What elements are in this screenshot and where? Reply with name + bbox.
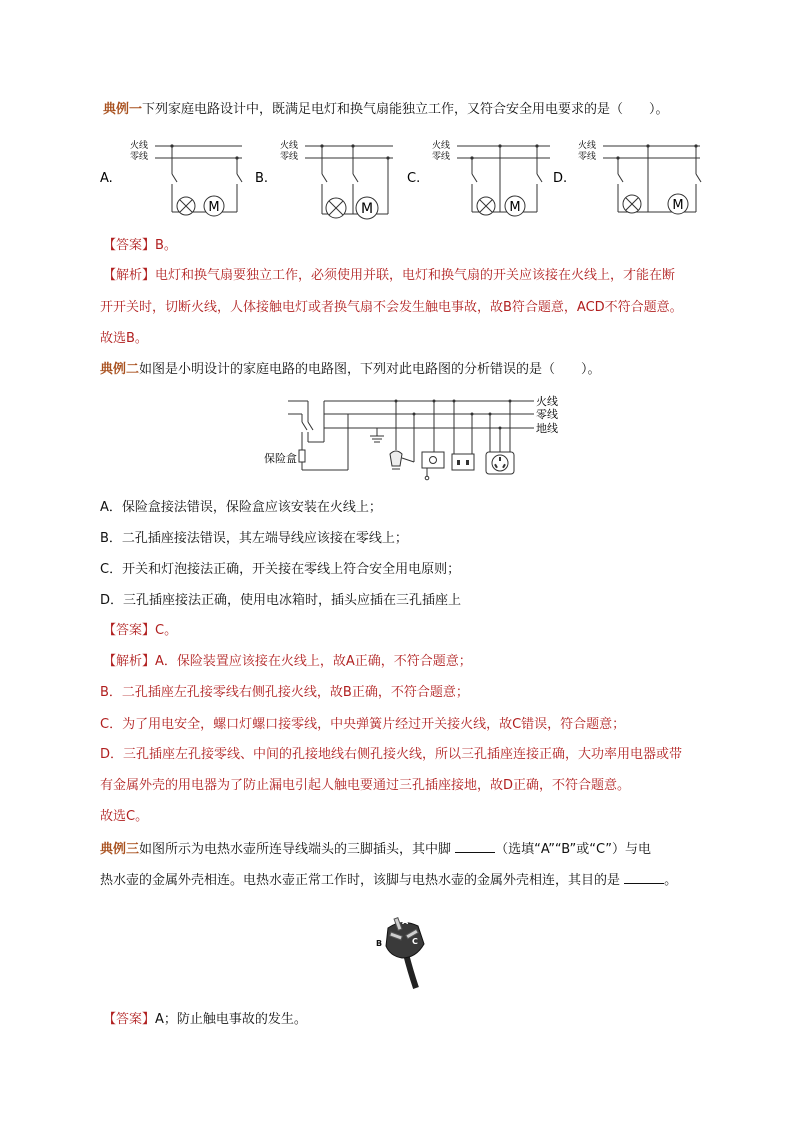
ex2-option-c: C．开关和灯泡接法正确，开关接在零线上符合安全用电原则； xyxy=(100,562,461,577)
ex3-answer-line xyxy=(103,1011,307,1029)
option-a-diagram xyxy=(100,139,242,216)
ex3-question-1a: 如图所示为电热水壶所连导线端头的三脚插头，其中脚 xyxy=(139,842,452,857)
live-wire-label: 火线 xyxy=(536,395,558,408)
pin-b-label: B xyxy=(376,939,383,948)
lamp-bulb-icon xyxy=(390,451,402,466)
ex2-answer-line xyxy=(103,622,177,640)
fuse-icon xyxy=(299,450,305,462)
ex1-answer: B。 xyxy=(155,238,177,253)
ex2-conclusion: 故选C。 xyxy=(100,809,149,824)
ex1-tag: 典例一 xyxy=(103,102,143,117)
ex3-question-line1 xyxy=(100,840,651,859)
option-a-neutral-label: 零线 xyxy=(130,152,149,162)
option-b-diagram xyxy=(255,139,393,219)
ex2-question: 如图是小明设计的家庭电路的电路图，下列对此电路图的分析错误的是（ ）。 xyxy=(139,362,601,377)
ex1-answer-tag: 【答案】 xyxy=(103,238,156,253)
ex1-options-figure xyxy=(100,138,780,220)
ex1-question-line xyxy=(103,101,669,119)
motor-label: M xyxy=(208,200,220,215)
ex2-answer-tag: 【答案】 xyxy=(103,623,156,638)
pin-a-label: A xyxy=(402,917,409,926)
motor-label: M xyxy=(509,200,521,215)
ex1-answer-line xyxy=(103,237,177,255)
ex2-analysis-d2: 有金属外壳的用电器为了防止漏电引起人触电要通过三孔插座接地，故D正确，不符合题意。 xyxy=(100,778,631,793)
ex2-circuit-figure xyxy=(262,392,572,488)
ex1-analysis-tag: 【解析】 xyxy=(103,268,156,283)
ex2-question-line xyxy=(100,361,601,379)
option-c-neutral-label: 零线 xyxy=(432,152,451,162)
ex2-option-d: D．三孔插座接法正确，使用电冰箱时，插头应插在三孔插座上 xyxy=(100,593,462,608)
option-c-live-label: 火线 xyxy=(432,141,451,151)
ex3-answer: A；防止触电事故的发生。 xyxy=(155,1012,307,1027)
plug-cable xyxy=(406,954,416,988)
ex2-option-b: B．二孔插座接法错误，其左端导线应该接在零线上； xyxy=(100,531,408,546)
motor-label: M xyxy=(672,198,684,213)
option-c-label: C. xyxy=(407,171,421,186)
two-pin-socket-icon xyxy=(452,454,474,470)
ex3-question-1b: （选填“A”“B”或“C”）与电 xyxy=(495,842,651,857)
ex1-analysis-1: 电灯和换气扇要独立工作，必须使用并联，电灯和换气扇的开关应该接在火线上，才能在断 xyxy=(155,268,676,283)
option-b-live-label: 火线 xyxy=(280,141,299,151)
ex3-question-2a: 热水壶的金属外壳相连。电热水壶正常工作时，该脚与电热水壶的金属外壳相连，其目的是 xyxy=(100,873,621,888)
three-pin-plug-figure xyxy=(372,910,436,990)
option-d-label: D. xyxy=(553,171,568,186)
ex2-analysis-line-a xyxy=(103,653,472,671)
ex2-analysis-tag: 【解析】 xyxy=(103,654,156,669)
option-c-diagram xyxy=(407,139,550,216)
pin-c-label: C xyxy=(412,937,418,946)
motor-label: M xyxy=(360,201,374,217)
wall-switch-icon xyxy=(422,452,444,468)
ex2-analysis-d1: D．三孔插座左孔接零线、中间的孔接地线右侧孔接火线，所以三孔插座连接正确，大功率用电器或带 xyxy=(100,747,683,762)
ex2-analysis-b: B．二孔插座左孔接零线右侧孔接火线，故B正确，不符合题意； xyxy=(100,685,469,700)
ex1-question: 下列家庭电路设计中，既满足电灯和换气扇能独立工作，又符合安全用电要求的是（ ）。 xyxy=(142,102,669,117)
neutral-wire-label: 零线 xyxy=(536,408,558,421)
fuse-box-label: 保险盒 xyxy=(264,452,297,465)
ex2-option-a: A．保险盒接法错误，保险盒应该安装在火线上； xyxy=(100,500,382,515)
ex1-conclusion: 故选B。 xyxy=(100,331,148,346)
ex3-question-line2 xyxy=(100,871,677,890)
ex3-answer-tag: 【答案】 xyxy=(103,1012,156,1027)
plug-body-icon xyxy=(386,922,424,958)
option-b-label: B. xyxy=(255,171,269,186)
answer-blank[interactable] xyxy=(455,840,495,853)
ex1-analysis-2: 开开关时，切断火线，人体接触电灯或者换气扇不会发生触电事故，故B符合题意，ACD不符合题意。 xyxy=(100,300,683,315)
option-a-label: A. xyxy=(100,171,113,186)
option-d-neutral-label: 零线 xyxy=(578,152,597,162)
ex2-tag: 典例二 xyxy=(100,362,140,377)
option-d-diagram xyxy=(553,139,701,214)
option-a-live-label: 火线 xyxy=(130,141,149,151)
option-b-neutral-label: 零线 xyxy=(280,152,299,162)
ex2-answer: C。 xyxy=(155,623,178,638)
ex3-tag: 典例三 xyxy=(100,842,140,857)
ground-wire-label: 地线 xyxy=(536,422,558,435)
answer-blank[interactable] xyxy=(624,871,664,884)
ex3-question-2b: 。 xyxy=(664,873,678,888)
option-d-live-label: 火线 xyxy=(578,141,597,151)
ex2-analysis-a: A．保险装置应该接在火线上，故A正确，不符合题意； xyxy=(155,654,472,669)
ex1-analysis-line1 xyxy=(103,267,675,285)
ex2-analysis-c: C．为了用电安全，螺口灯螺口接零线，中央弹簧片经过开关接火线，故C错误，符合题意； xyxy=(100,717,626,732)
